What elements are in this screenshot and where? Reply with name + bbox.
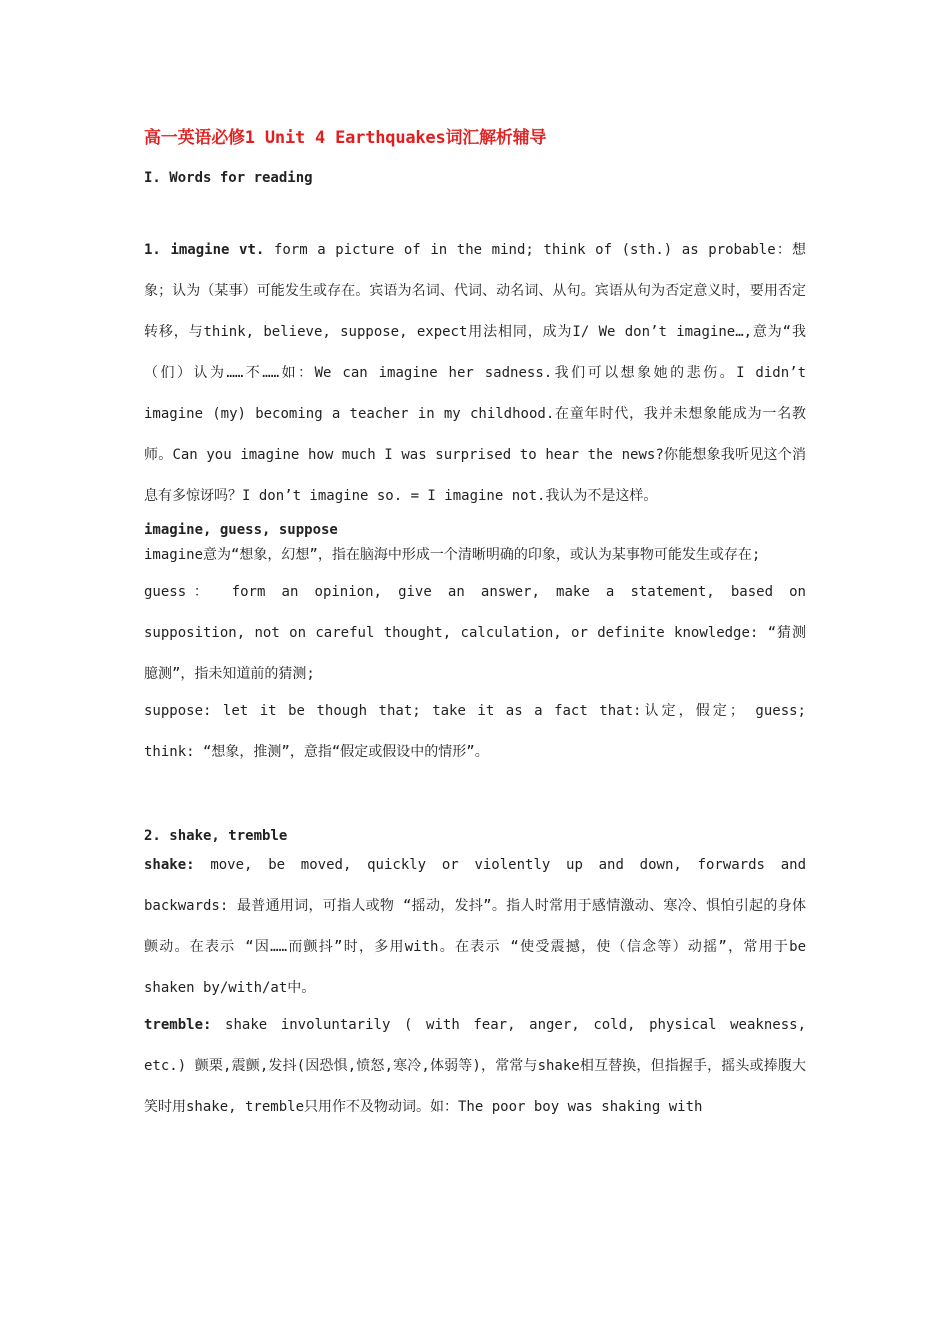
item-imagine-paragraph [144, 230, 806, 517]
item-shake-heading: 2. shake, tremble [144, 828, 288, 844]
item-shake-paragraph [144, 845, 806, 1009]
compare-heading: imagine, guess, suppose [144, 522, 338, 538]
item-imagine-headword: 1. imagine vt. [144, 242, 265, 258]
item-tremble-paragraph [144, 1005, 806, 1128]
item-imagine-definition: form a picture of in the mind; think of (sth.) as probable：想象；认为（某事）可能发生或存在。宾语为名词、代词、动名词、从句。宾语从句为否定意义时，要用否定转移，与think, believe, suppose, expect用法相同，成为I/ We don’t imagine…,意为“我（们）认为……不……如：We can imagine her sadness.我们可以想象她的悲伤。I didn’t imagine (my) becoming a teacher in my childhood.在童年时代，我并未想象能成为一名教师。Can you imagine how much I was surprised to hear the news?你能想象我听见这个消息有多惊讶吗？I don’t imagine so. = I imagine not.我认为不是这样。 [144, 242, 806, 504]
shake-text: move, be moved, quickly or violently up and down, forwards and backwards: 最普通用词，可指人或物 “摇动，发抖”。指人时常用于感情激动、寒冷、惧怕引起的身体颤动。在表示 “因……而颤抖”时，多用with。在表示 “使受震撼，使（信念等）动摇”，常用于be shaken by/with/at中。 [144, 857, 806, 996]
compare-suppose-text: suppose: let it be though that; take it as a fact that:认定，假定； guess; think: “想象，推测”，意指“假定或假设中的情形”。 [144, 703, 806, 760]
tremble-text: shake involuntarily ( with fear, anger, cold, physical weakness, etc.) 颤栗,震颤,发抖(因恐惧,愤怒,寒冷,体弱等)，常常与shake相互替换，但指握手，摇头或捧腹大笑时用shake, tremble只用作不及物动词。如：The poor boy was shaking with [144, 1017, 806, 1115]
compare-guess-text: guess： form an opinion, give an answer, make a statement, based on supposition, not on careful thought, calculation, or definite knowledge: “猜测臆测”，指未知道前的猜测; [144, 584, 806, 682]
document-page [144, 120, 806, 1128]
document-title: 高一英语必修1 Unit 4 Earthquakes词汇解析辅导 [144, 128, 547, 148]
section-heading: I. Words for reading [144, 170, 313, 186]
shake-label: shake: [144, 857, 195, 873]
tremble-label: tremble: [144, 1017, 212, 1033]
compare-imagine-text: imagine意为“想象，幻想”，指在脑海中形成一个清晰明确的印象，或认为某事物可能发生或存在; [144, 547, 761, 563]
